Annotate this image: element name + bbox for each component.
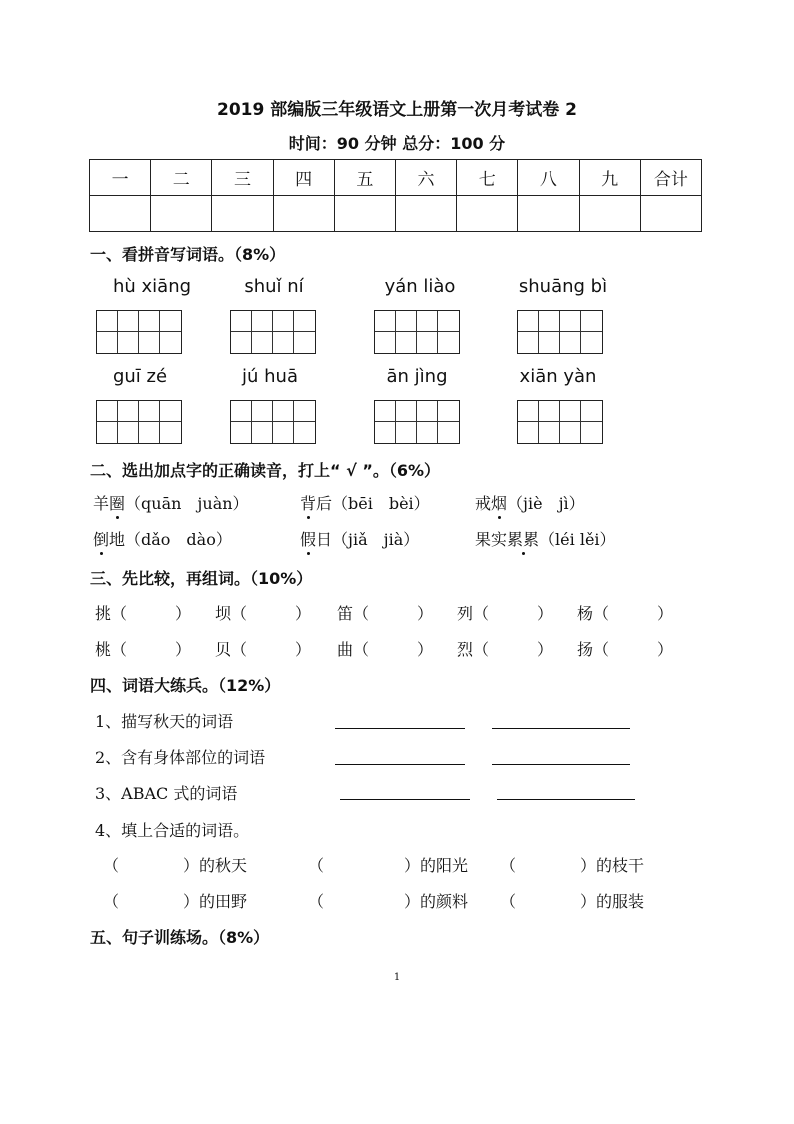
page-number: 1 — [393, 972, 401, 983]
score-table — [89, 159, 702, 232]
pinyin-label: jú huā — [242, 366, 298, 387]
dotted-char: 圈 — [109, 491, 125, 514]
answer-line[interactable] — [340, 799, 470, 800]
section3-heading: 三、先比较，再组词。（10%） — [90, 569, 313, 588]
dotted-char: 假 — [300, 527, 316, 550]
score-header-cell: 一 — [90, 160, 151, 196]
choice-text: 地（dǎo dào） — [109, 530, 232, 549]
score-entry-cell[interactable] — [579, 196, 640, 232]
score-entry-cell[interactable] — [518, 196, 579, 232]
score-header-cell: 六 — [395, 160, 456, 196]
score-header-cell: 三 — [212, 160, 273, 196]
choice-text: 日（jiǎ jià） — [316, 530, 420, 549]
dotted-char: 累累 — [507, 527, 539, 550]
compare-word-item[interactable]: 笛（ ） — [337, 604, 434, 623]
score-entry-cell[interactable] — [334, 196, 395, 232]
section4-heading: 四、词语大练兵。（12%） — [90, 676, 281, 695]
pinyin-label: yán liào — [384, 276, 456, 297]
choice-text: （léi lěi） — [539, 530, 616, 549]
fill-phrase-item[interactable]: （ ）的阳光 — [308, 856, 469, 875]
fill-phrase-item[interactable]: （ ）的服装 — [500, 892, 645, 911]
question-label: 1、描写秋天的词语 — [95, 712, 234, 731]
compare-word-item[interactable]: 烈（ ） — [457, 640, 554, 659]
section5-heading: 五、句子训练场。（8%） — [90, 928, 270, 947]
writing-grid[interactable] — [96, 400, 182, 444]
compare-word-item[interactable]: 贝（ ） — [215, 640, 312, 659]
choice-text: （quān juàn） — [125, 494, 249, 513]
fill-phrase-item[interactable]: （ ）的秋天 — [103, 856, 248, 875]
choice-text: 戒 — [475, 494, 492, 513]
choice-text: （jiè jì） — [507, 494, 585, 513]
score-header-cell: 合计 — [640, 160, 701, 196]
section1-heading: 一、看拼音写词语。（8%） — [90, 245, 286, 264]
question-label: 2、含有身体部位的词语 — [95, 748, 266, 767]
answer-line[interactable] — [335, 764, 465, 765]
answer-line[interactable] — [492, 728, 630, 729]
writing-grid[interactable] — [374, 400, 460, 444]
score-table-entry-row — [90, 196, 702, 232]
exam-time-and-score: 时间：90 分钟 总分：100 分 — [288, 134, 506, 153]
score-header-cell: 八 — [518, 160, 579, 196]
compare-word-item[interactable]: 列（ ） — [457, 604, 554, 623]
writing-grid[interactable] — [517, 310, 603, 354]
writing-grid[interactable] — [374, 310, 460, 354]
compare-word-item[interactable]: 扬（ ） — [577, 640, 674, 659]
score-entry-cell[interactable] — [273, 196, 334, 232]
score-header-cell: 五 — [334, 160, 395, 196]
writing-grid[interactable] — [230, 400, 316, 444]
section2-heading: 二、选出加点字的正确读音，打上“ √ ”。（6%） — [90, 461, 441, 480]
reading-choice-item[interactable] — [93, 491, 249, 514]
compare-word-item[interactable]: 挑（ ） — [95, 604, 192, 623]
pinyin-label: shuāng bì — [518, 276, 608, 297]
answer-line[interactable] — [497, 799, 635, 800]
compare-word-item[interactable]: 坝（ ） — [215, 604, 312, 623]
choice-text: 果实 — [475, 530, 508, 549]
question-label: 4、填上合适的词语。 — [95, 821, 250, 840]
fill-phrase-item[interactable]: （ ）的颜料 — [308, 892, 469, 911]
score-header-cell: 二 — [151, 160, 212, 196]
dotted-char: 背 — [300, 491, 316, 514]
reading-choice-item[interactable] — [475, 527, 616, 550]
page-title: 2019 部编版三年级语文上册第一次月考试卷 2 — [217, 100, 577, 120]
score-header-cell: 七 — [457, 160, 518, 196]
choice-text: 后（bēi bèi） — [316, 494, 430, 513]
fill-phrase-item[interactable]: （ ）的田野 — [103, 892, 248, 911]
compare-word-item[interactable]: 桃（ ） — [95, 640, 192, 659]
compare-word-item[interactable]: 曲（ ） — [337, 640, 434, 659]
reading-choice-item[interactable] — [300, 491, 430, 514]
pinyin-label: shuǐ ní — [244, 276, 304, 297]
compare-word-item[interactable]: 杨（ ） — [577, 604, 674, 623]
dotted-char: 烟 — [491, 491, 507, 514]
score-entry-cell[interactable] — [212, 196, 273, 232]
score-table-header-row — [90, 160, 702, 196]
score-entry-cell[interactable] — [457, 196, 518, 232]
score-entry-cell[interactable] — [395, 196, 456, 232]
writing-grid[interactable] — [96, 310, 182, 354]
reading-choice-item[interactable] — [300, 527, 419, 550]
writing-grid[interactable] — [230, 310, 316, 354]
question-label: 3、ABAC 式的词语 — [95, 784, 238, 803]
writing-grid[interactable] — [517, 400, 603, 444]
pinyin-label: guī zé — [112, 366, 168, 387]
reading-choice-item[interactable] — [93, 527, 232, 550]
answer-line[interactable] — [492, 764, 630, 765]
pinyin-label: xiān yàn — [519, 366, 597, 387]
score-header-cell: 四 — [273, 160, 334, 196]
pinyin-label: hù xiāng — [112, 276, 192, 297]
fill-phrase-item[interactable]: （ ）的枝干 — [500, 856, 645, 875]
choice-text: 羊 — [93, 494, 110, 513]
dotted-char: 倒 — [93, 527, 109, 550]
score-entry-cell[interactable] — [90, 196, 151, 232]
score-entry-cell[interactable] — [640, 196, 701, 232]
score-header-cell: 九 — [579, 160, 640, 196]
pinyin-label: ān jìng — [386, 366, 448, 387]
reading-choice-item[interactable] — [475, 491, 585, 514]
score-entry-cell[interactable] — [151, 196, 212, 232]
answer-line[interactable] — [335, 728, 465, 729]
